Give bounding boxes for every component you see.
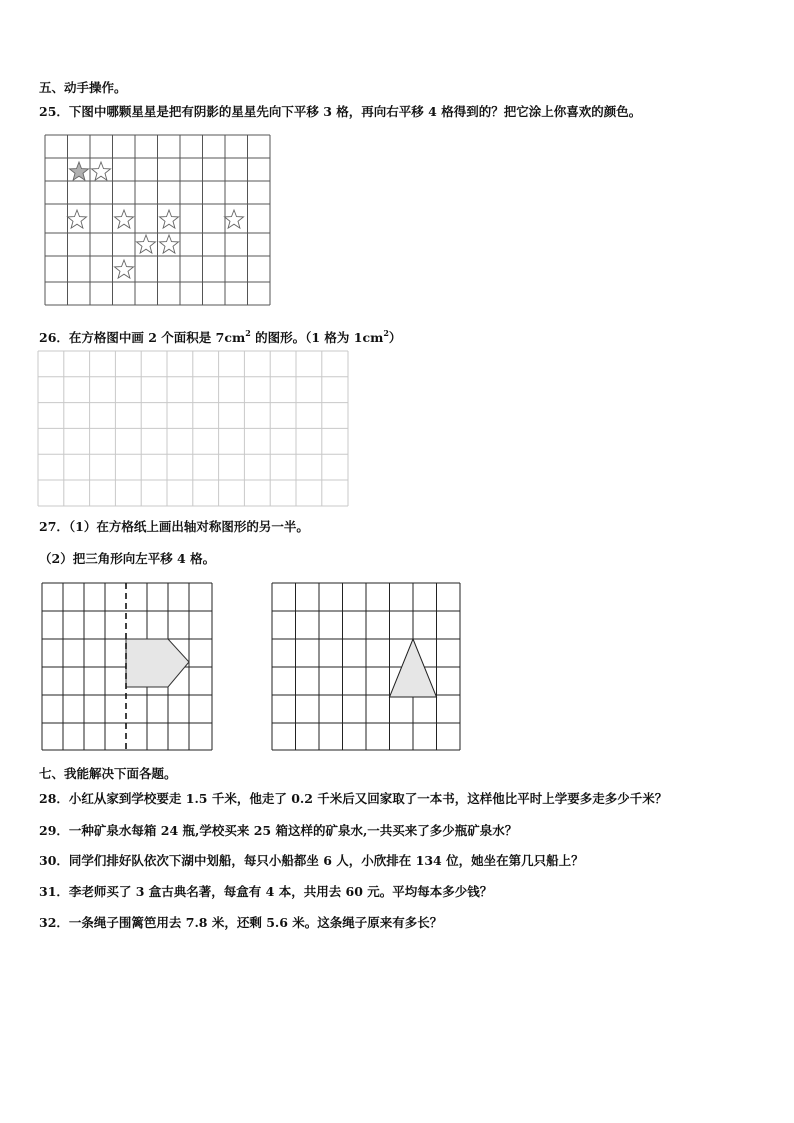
question-number: 29． (39, 823, 69, 838)
question-27 (39, 519, 309, 535)
question-25 (39, 104, 641, 120)
drawing-grid[interactable] (37, 350, 350, 508)
section7-title: 七、我能解决下面各题。 (39, 766, 177, 781)
question-number: 31． (39, 884, 69, 899)
question-32 (39, 915, 442, 931)
question-number: 25． (39, 104, 69, 119)
star-icon[interactable] (137, 235, 156, 253)
question-30 (39, 853, 584, 869)
question-number: 30． (39, 853, 69, 868)
question-part1: （1）在方格纸上画出轴对称图形的另一半。 (68, 519, 309, 534)
question-number: 32． (39, 915, 69, 930)
shaded-star-icon[interactable] (70, 162, 89, 180)
section5-title: 五、动手操作。 (39, 80, 127, 95)
star-icon[interactable] (225, 210, 244, 228)
superscript-b: 2 (383, 328, 389, 338)
question-text-a: 在方格图中画 2 个面积是 7cm (68, 330, 246, 345)
question-text: 下图中哪颗星星是把有阴影的星星先向下平移 3 格，再向右平移 4 格得到的？把它涂上你喜欢的颜色。 (68, 104, 642, 119)
star-icon[interactable] (115, 260, 134, 278)
star-grid[interactable] (44, 134, 272, 307)
question-text: 同学们排好队依次下湖中划船，每只小船都坐 6 人，小欣排在 134 位，她坐在第几只船上？ (68, 853, 584, 868)
question-number: 27． (39, 519, 69, 534)
question-26 (39, 325, 401, 346)
question-27-part2: （2）把三角形向左平移 4 格。 (39, 551, 216, 566)
question-31 (39, 884, 492, 900)
star-icon[interactable] (160, 210, 179, 228)
star-icon[interactable] (92, 162, 111, 180)
star-icon[interactable] (160, 235, 179, 253)
question-text-b: 的图形。（1 格为 1cm (250, 330, 384, 345)
triangle-shape (390, 639, 437, 697)
question-text: 小红从家到学校要走 1.5 千米，他走了 0.2 千米后又回家取了一本书，这样他比平时上学要多走多少千米？ (68, 791, 668, 806)
superscript-a: 2 (245, 328, 251, 338)
half-shape (126, 639, 189, 687)
question-text: 李老师买了 3 盒古典名著，每盒有 4 本，共用去 60 元。平均每本多少钱？ (68, 884, 493, 899)
question-text-c: ） (388, 330, 402, 345)
question-29 (39, 823, 517, 839)
translation-grid[interactable] (271, 582, 462, 752)
symmetry-grid[interactable] (41, 582, 214, 752)
question-text: 一条绳子围篱笆用去 7.8 米，还剩 5.6 米。这条绳子原来有多长？ (68, 915, 443, 930)
question-text: 一种矿泉水每箱 24 瓶,学校买来 25 箱这样的矿泉水,一共买来了多少瓶矿泉水？ (68, 823, 518, 838)
star-icon[interactable] (115, 210, 134, 228)
question-number: 26． (39, 330, 69, 345)
question-28 (39, 791, 667, 807)
star-icon[interactable] (68, 210, 87, 228)
question-number: 28． (39, 791, 69, 806)
